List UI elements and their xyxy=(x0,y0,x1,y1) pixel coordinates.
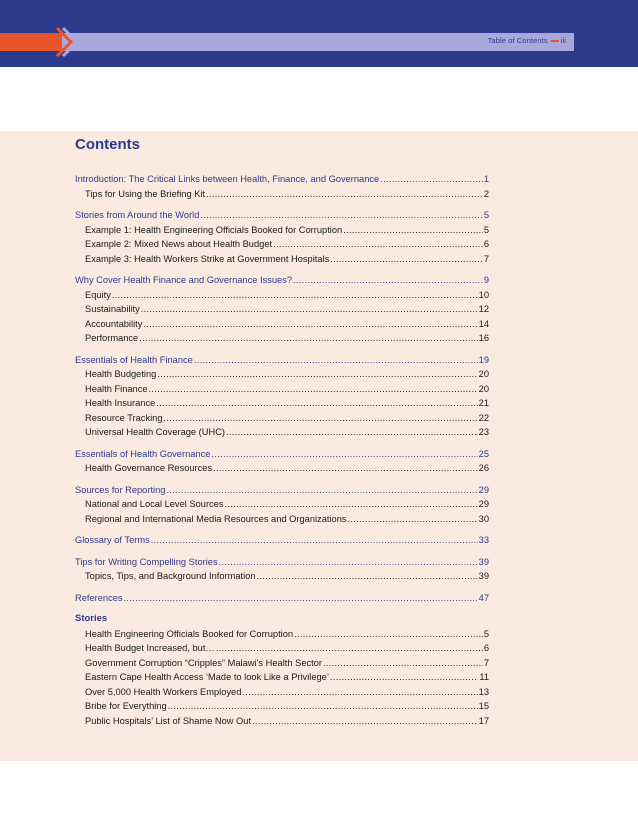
toc-entry[interactable] xyxy=(75,187,489,202)
running-header-text: Table of Contents xyxy=(487,36,548,45)
toc-entry-page: 14 xyxy=(478,318,489,329)
toc-entry-label: Health Finance xyxy=(85,383,148,394)
header-dash xyxy=(551,40,559,42)
dot-leader xyxy=(156,396,477,411)
toc-entry-page: 17 xyxy=(478,715,489,726)
toc-entry[interactable] xyxy=(75,512,489,527)
toc-entry-page: 21 xyxy=(478,398,489,408)
dot-leader xyxy=(164,411,478,426)
dot-leader xyxy=(166,483,477,498)
toc-entry-label: Essentials of Health Finance xyxy=(75,354,193,365)
dot-leader xyxy=(348,512,478,527)
toc-entry-page: 20 xyxy=(478,383,489,394)
toc-entry-label: Example 2: Mixed News about Health Budget xyxy=(85,239,273,249)
toc-entry-page: 12 xyxy=(478,304,489,314)
toc-entry-label: Government Corruption “Cripples” Malawi’s Health Sector xyxy=(85,657,322,668)
toc-entry[interactable] xyxy=(75,223,489,238)
toc-entry[interactable] xyxy=(75,367,489,382)
toc-entry-label: Example 1: Health Engineering Officials Booked for Corruption xyxy=(85,224,343,235)
toc-entry-label: Public Hospitals’ List of Shame Now Out xyxy=(85,715,252,726)
dot-leader xyxy=(211,447,477,462)
dot-leader xyxy=(157,367,477,382)
toc-entry-page: 20 xyxy=(478,369,489,379)
dot-leader xyxy=(323,656,483,671)
toc-entry-page: 26 xyxy=(478,463,489,473)
toc-entry-page: 2 xyxy=(483,188,489,199)
toc-entry-label: Why Cover Health Finance and Governance Issues? xyxy=(75,275,293,285)
dot-leader xyxy=(143,317,477,332)
dot-leader xyxy=(242,685,477,700)
toc-entry[interactable] xyxy=(75,425,489,440)
toc-entry-page: 6 xyxy=(483,239,489,249)
toc-entry[interactable] xyxy=(75,656,489,671)
toc-entry-label: Health Budgeting xyxy=(85,369,157,379)
toc-entry[interactable] xyxy=(75,353,489,368)
stories-heading: Stories xyxy=(75,613,108,624)
dot-leader xyxy=(380,172,483,187)
toc-entry[interactable] xyxy=(75,555,489,570)
toc-entry[interactable] xyxy=(75,699,489,714)
toc-entry-label: Equity xyxy=(85,289,111,300)
dot-leader xyxy=(225,497,478,512)
dot-leader xyxy=(168,699,478,714)
toc-entry[interactable] xyxy=(75,208,489,223)
toc-entry-label: Introduction: The Critical Links between Health, Finance, and Governance xyxy=(75,174,380,184)
running-header xyxy=(488,36,566,45)
toc-entry-page: 9 xyxy=(483,275,489,285)
dot-leader xyxy=(257,569,478,584)
toc-entry[interactable] xyxy=(75,591,489,606)
toc-entry-label: National and Local Level Sources xyxy=(85,499,224,509)
toc-entry-page: 11 xyxy=(479,672,489,682)
toc-entry-label: Accountability xyxy=(85,318,143,329)
toc-entry-label: Tips for Using the Briefing Kit xyxy=(85,188,206,199)
toc-entry[interactable] xyxy=(75,411,489,426)
toc-entry[interactable] xyxy=(75,714,489,729)
toc-entry-page: 7 xyxy=(483,657,489,668)
toc-entry-label: Bribe for Everything xyxy=(85,701,167,711)
toc-entry[interactable] xyxy=(75,627,489,642)
toc-entry[interactable] xyxy=(75,497,489,512)
dot-leader xyxy=(252,714,478,729)
toc-entry-page: 25 xyxy=(478,448,489,459)
dot-leader xyxy=(124,591,478,606)
toc-entry-label: Health Budget Increased, but… xyxy=(85,643,215,653)
toc-entry[interactable] xyxy=(75,382,489,397)
toc-entry-label: Resource Tracking xyxy=(85,412,163,423)
dot-leader xyxy=(330,670,478,685)
toc-entry[interactable] xyxy=(75,302,489,317)
dot-leader xyxy=(206,187,483,202)
dot-leader xyxy=(141,302,478,317)
dot-leader xyxy=(213,461,478,476)
toc-entry[interactable] xyxy=(75,396,489,411)
toc-entry-label: Regional and International Media Resources and Organizations xyxy=(85,513,347,524)
toc-entry-page: 5 xyxy=(483,210,489,220)
toc-entry-label: Over 5,000 Health Workers Employed xyxy=(85,686,242,697)
dot-leader xyxy=(151,533,478,548)
toc-entry-page: 16 xyxy=(478,333,489,343)
toc-entry-label: Health Engineering Officials Booked for Corruption xyxy=(85,628,294,639)
toc-entry[interactable] xyxy=(75,483,489,498)
table-of-contents xyxy=(75,172,489,728)
dot-leader xyxy=(330,252,483,267)
dot-leader xyxy=(194,353,478,368)
toc-entry[interactable] xyxy=(75,252,489,267)
toc-entry-page: 23 xyxy=(478,427,489,437)
toc-entry-page: 47 xyxy=(478,592,489,603)
toc-entry-page: 22 xyxy=(478,412,489,423)
toc-entry[interactable] xyxy=(75,288,489,303)
toc-entry[interactable] xyxy=(75,331,489,346)
toc-entry-page: 5 xyxy=(483,224,489,235)
dot-leader xyxy=(343,223,483,238)
dot-leader xyxy=(294,627,483,642)
toc-entry[interactable] xyxy=(75,461,489,476)
toc-entry-page: 33 xyxy=(478,535,489,545)
toc-entry-page: 6 xyxy=(483,643,489,653)
header-accent-bar xyxy=(0,33,62,51)
page-numeral: iii xyxy=(560,36,566,45)
toc-entry-label: Essentials of Health Governance xyxy=(75,448,211,459)
toc-entries xyxy=(75,172,489,605)
toc-entry-label: References xyxy=(75,592,123,603)
toc-entry-label: Topics, Tips, and Background Information xyxy=(85,571,256,581)
toc-entry-label: Health Governance Resources xyxy=(85,463,213,473)
toc-entry-page: 29 xyxy=(478,484,489,495)
toc-entry-label: Sources for Reporting xyxy=(75,484,166,495)
toc-entry[interactable] xyxy=(75,237,489,252)
toc-entry-page: 7 xyxy=(483,253,489,264)
dot-leader xyxy=(226,425,478,440)
dot-leader xyxy=(219,555,478,570)
dot-leader xyxy=(112,288,478,303)
toc-entry-label: Sustainability xyxy=(85,304,140,314)
toc-entry[interactable] xyxy=(75,273,489,288)
toc-entry-page: 29 xyxy=(478,499,489,509)
toc-entry[interactable] xyxy=(75,670,489,685)
dot-leader xyxy=(293,273,483,288)
toc-entry-page: 5 xyxy=(483,628,489,639)
toc-entry-label: Stories from Around the World xyxy=(75,210,200,220)
toc-entry-page: 39 xyxy=(478,556,489,567)
toc-entry-label: Performance xyxy=(85,333,139,343)
dot-leader xyxy=(200,208,482,223)
toc-entry[interactable] xyxy=(75,447,489,462)
toc-entry-label: Health Insurance xyxy=(85,398,156,408)
toc-entry-page: 39 xyxy=(478,571,489,581)
toc-entry-page: 15 xyxy=(478,701,489,711)
dot-leader xyxy=(216,641,483,656)
toc-entry-label: Example 3: Health Workers Strike at Government Hospitals xyxy=(85,253,330,264)
toc-entry-page: 1 xyxy=(483,174,489,184)
toc-entry-page: 19 xyxy=(478,354,489,365)
story-entries xyxy=(75,627,489,729)
toc-entry-label: Eastern Cape Health Access ‘Made to look Like a Privilege’ xyxy=(85,672,329,682)
toc-entry[interactable] xyxy=(75,172,489,187)
toc-entry[interactable] xyxy=(75,641,489,656)
toc-entry[interactable] xyxy=(75,569,489,584)
page-title: Contents xyxy=(75,136,140,153)
toc-entry[interactable] xyxy=(75,317,489,332)
toc-entry-label: Tips for Writing Compelling Stories xyxy=(75,556,218,567)
toc-entry[interactable] xyxy=(75,533,489,548)
chevron-right-icon xyxy=(54,26,78,58)
toc-entry[interactable] xyxy=(75,685,489,700)
dot-leader xyxy=(149,382,478,397)
toc-entry-label: Universal Health Coverage (UHC) xyxy=(85,427,226,437)
dot-leader xyxy=(273,237,483,252)
toc-entry-page: 10 xyxy=(478,289,489,300)
toc-entry-label: Glossary of Terms xyxy=(75,535,150,545)
dot-leader xyxy=(139,331,477,346)
toc-entry-page: 30 xyxy=(478,513,489,524)
toc-entry-page: 13 xyxy=(478,686,489,697)
